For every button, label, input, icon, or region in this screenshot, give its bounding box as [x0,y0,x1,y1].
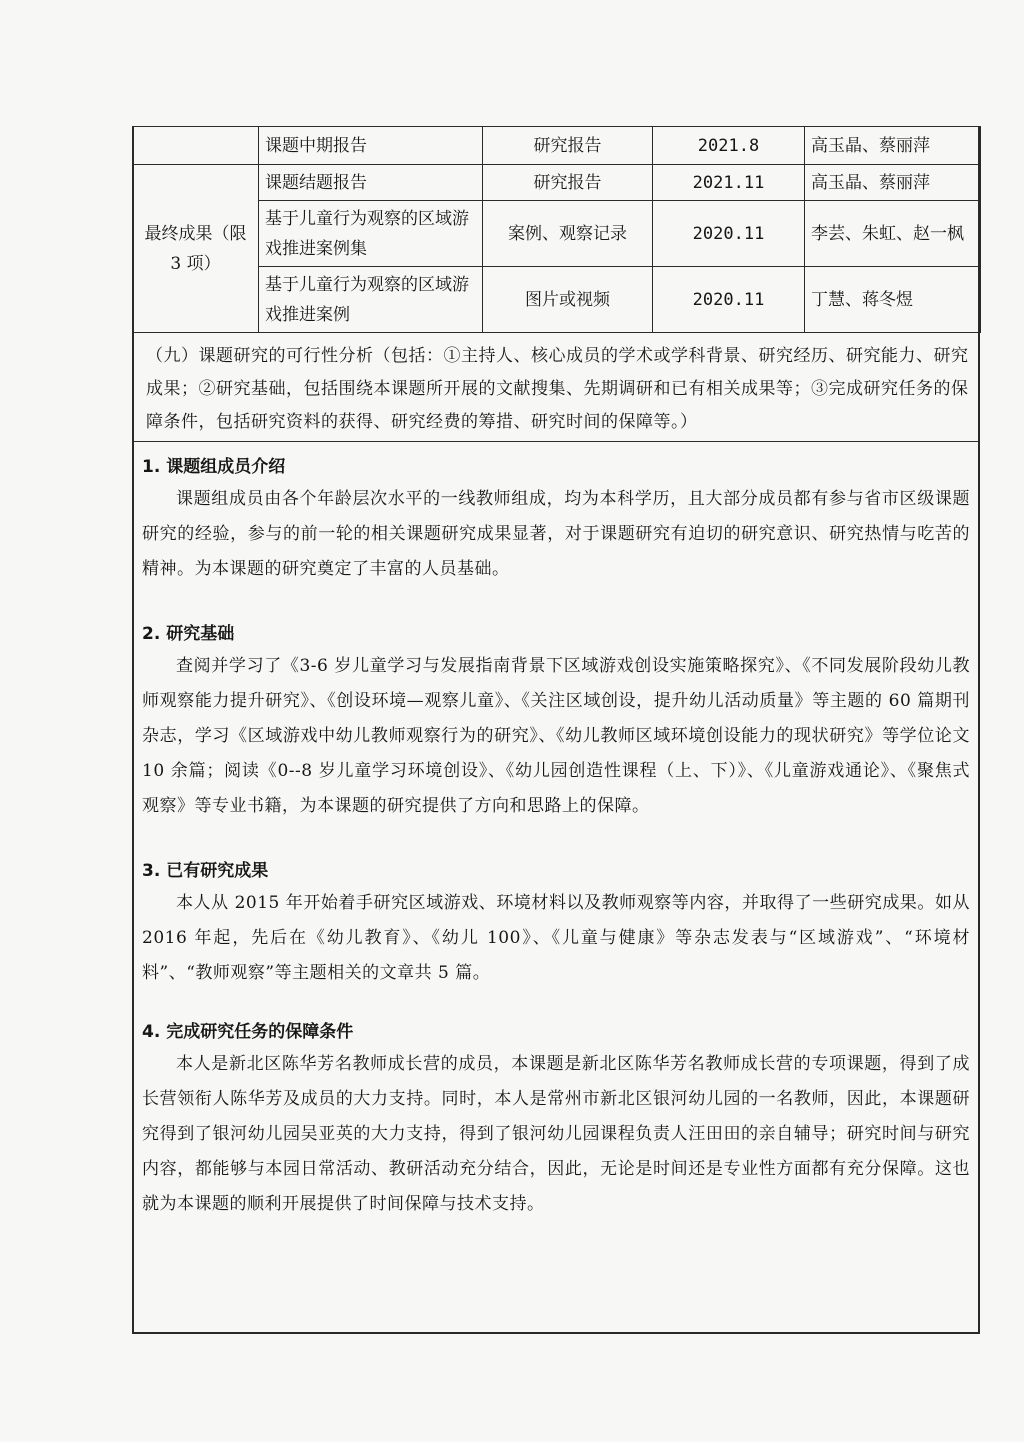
result-type: 案例、观察记录 [483,201,653,267]
result-date: 2021.11 [653,165,805,201]
result-name: 课题中期报告 [259,127,483,165]
spacer [142,587,970,619]
result-type: 研究报告 [483,127,653,165]
result-date: 2020.11 [653,201,805,267]
spacer [142,991,970,1017]
section-heading-basis: 2. 研究基础 [142,624,235,644]
result-name: 课题结题报告 [259,165,483,201]
result-date: 2021.8 [653,127,805,165]
section-body-basis: 查阅并学习了《3-6 岁儿童学习与发展指南背景下区域游戏创设实施策略探究》、《不同发展阶段幼儿教师观察能力提升研究》、《创设环境—观察儿童》、《关注区域创设，提升幼儿活动质量》等主题的 60 篇期刊杂志，学习《区域游戏中幼儿教师观察行为的研究》、《幼儿教师区域环境创设能力的现状研究》等学位论文 10 余篇；阅读《0--8 岁儿童学习环境创设》、《幼儿园创造性课程（上、下）》、《儿童游戏通论》、《聚焦式观察》等专业书籍，为本课题的研究提供了方向和思路上的保障。 [142,656,970,816]
section-9-header: （九）课题研究的可行性分析（包括：①主持人、核心成员的学术或学科背景、研究经历、研究能力、研究成果；②研究基础，包括围绕本课题所开展的文献搜集、先期调研和已有相关成果等；③完成研究任务的保障条件，包括研究资料的获得、研究经费的筹措、研究时间的保障等。） [132,334,980,442]
feasibility-content [132,444,980,1334]
result-authors: 丁慧、蒋冬煜 [805,267,981,333]
result-type: 图片或视频 [483,267,653,333]
result-type: 研究报告 [483,165,653,201]
result-name: 基于儿童行为观察的区域游戏推进案例集 [259,201,483,267]
final-results-category: 最终成果（限 3 项） [133,165,259,333]
section-heading-achievements: 3. 已有研究成果 [142,861,269,881]
result-name: 基于儿童行为观察的区域游戏推进案例 [259,267,483,333]
section-body-guarantee: 本人是新北区陈华芳名教师成长营的成员，本课题是新北区陈华芳名教师成长营的专项课题，得到了成长营领衔人陈华芳及成员的大力支持。同时，本人是常州市新北区银河幼儿园的一名教师，因此，本课题研究得到了银河幼儿园吴亚英的大力支持，得到了银河幼儿园课程负责人汪田田的亲自辅导；研究时间与研究内容，都能够与本园日常活动、教研活动充分结合，因此，无论是时间还是专业性方面都有充分保障。这也就为本课题的顺利开展提供了时间保障与技术支持。 [142,1054,970,1214]
section-heading-guarantee: 4. 完成研究任务的保障条件 [142,1022,354,1042]
spacer [142,824,970,856]
result-authors: 李芸、朱虹、赵一枫 [805,201,981,267]
result-date: 2020.11 [653,267,805,333]
section-body-achievements: 本人从 2015 年开始着手研究区域游戏、环境材料以及教师观察等内容，并取得了一些研究成果。如从 2016 年起，先后在《幼儿教育》、《幼儿 100》、《儿童与健康》等杂志发表与“区域游戏”、“环境材料”、“教师观察”等主题相关的文章共 5 篇。 [142,893,970,983]
section-heading-members: 1. 课题组成员介绍 [142,457,286,477]
section-body-members: 课题组成员由各个年龄层次水平的一线教师组成，均为本科学历，且大部分成员都有参与省市区级课题研究的经验，参与的前一轮的相关课题研究成果显著，对于课题研究有迫切的研究意识、研究热情与吃苦的精神。为本课题的研究奠定了丰富的人员基础。 [142,489,970,579]
result-authors: 高玉晶、蔡丽萍 [805,127,981,165]
result-authors: 高玉晶、蔡丽萍 [805,165,981,201]
